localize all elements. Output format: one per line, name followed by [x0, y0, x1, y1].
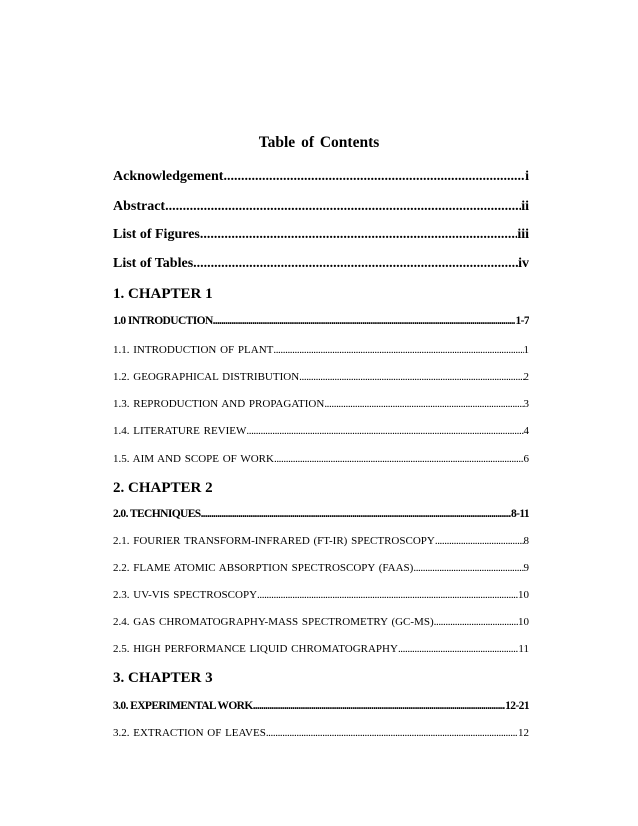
leader-dots — [324, 398, 523, 410]
toc-item[interactable] — [113, 453, 529, 465]
toc-entry-abstract[interactable] — [113, 199, 529, 215]
toc-item[interactable] — [113, 616, 529, 628]
toc-entry-label: 1.3. REPRODUCTION AND PROPAGATION — [113, 398, 325, 410]
toc-item[interactable] — [113, 344, 529, 356]
toc-entry-label: 2.4. GAS CHROMATOGRAPHY-MASS SPECTROMETRY (GC-MS) — [113, 616, 434, 628]
toc-entry-label: 1.2. GEOGRAPHICAL DISTRIBUTION — [113, 371, 300, 383]
toc-entry-list-of-figures[interactable] — [113, 227, 529, 243]
toc-entry-page: i — [525, 169, 529, 184]
toc-entry-page: iii — [517, 227, 529, 242]
toc-entry-label: 2.5. HIGH PERFORMANCE LIQUID CHROMATOGRAPHY — [113, 643, 398, 655]
toc-entry-list-of-tables[interactable] — [113, 256, 529, 272]
chapter-heading-text: 2. CHAPTER 2 — [113, 480, 213, 496]
toc-item[interactable] — [113, 398, 529, 410]
chapter-heading — [113, 286, 529, 303]
toc-entry-page: 1-7 — [515, 315, 529, 327]
chapter-heading-text: 3. CHAPTER 3 — [113, 670, 213, 686]
toc-entry-label: 1.4. LITERATURE REVIEW — [113, 425, 247, 437]
toc-entry-page: 11 — [518, 643, 529, 655]
toc-entry-label: 1.5. AIM AND SCOPE OF WORK — [113, 453, 274, 465]
chapter-heading — [113, 480, 529, 497]
toc-entry-page: 8-11 — [510, 508, 529, 520]
toc-entry-label: 3.0. EXPERIMENTAL WORK — [113, 700, 253, 712]
toc-entry-label: List of Tables — [113, 256, 194, 271]
toc-entry-label: 3.2. EXTRACTION OF LEAVES — [113, 727, 266, 739]
toc-entry-label: 2.0. TECHNIQUES — [113, 508, 201, 520]
toc-entry-page: 8 — [523, 535, 529, 547]
toc-entry-acknowledgement[interactable] — [113, 169, 529, 185]
leader-dots — [200, 227, 517, 243]
leader-dots — [165, 199, 521, 215]
toc-entry-label: Abstract — [113, 199, 166, 214]
toc-item[interactable] — [113, 643, 529, 655]
toc-entry-label: 2.3. UV-VIS SPECTROSCOPY — [113, 589, 258, 601]
toc-entry-page: 1 — [523, 344, 529, 356]
toc-entry-page: iv — [518, 256, 529, 271]
leader-dots — [246, 425, 523, 437]
leader-dots — [273, 344, 523, 356]
toc-section[interactable] — [113, 315, 529, 327]
leader-dots — [274, 453, 524, 465]
toc-entry-page: 3 — [523, 398, 529, 410]
leader-dots — [223, 169, 525, 185]
leader-dots — [193, 256, 518, 272]
leader-dots — [253, 700, 505, 712]
toc-entry-label: Acknowledgement — [113, 169, 224, 184]
toc-entry-label: 2.2. FLAME ATOMIC ABSORPTION SPECTROSCOPY (FAAS) — [113, 562, 414, 574]
toc-item[interactable] — [113, 727, 529, 739]
leader-dots — [299, 371, 523, 383]
toc-entry-label: 1.0 INTRODUCTION — [113, 315, 213, 327]
page-title: Table of Contents — [258, 134, 380, 151]
leader-dots — [398, 643, 518, 655]
toc-entry-page: 10 — [518, 616, 529, 628]
toc-entry-label: List of Figures — [113, 227, 200, 242]
toc-section[interactable] — [113, 508, 529, 520]
toc-entry-page: 2 — [523, 371, 529, 383]
toc-entry-page: ii — [521, 199, 529, 214]
toc-entry-label: 1.1. INTRODUCTION OF PLANT — [113, 344, 274, 356]
chapter-heading-text: 1. CHAPTER 1 — [113, 286, 213, 302]
leader-dots — [434, 616, 518, 628]
leader-dots — [213, 315, 516, 327]
toc-item[interactable] — [113, 589, 529, 601]
toc-item[interactable] — [113, 425, 529, 437]
toc-item[interactable] — [113, 371, 529, 383]
toc-entry-page: 6 — [523, 453, 529, 465]
toc-entry-page: 12 — [518, 727, 529, 739]
leader-dots — [435, 535, 524, 547]
toc-item[interactable] — [113, 535, 529, 547]
toc-entry-page: 9 — [523, 562, 529, 574]
chapter-heading — [113, 670, 529, 687]
leader-dots — [257, 589, 518, 601]
toc-entry-page: 10 — [518, 589, 529, 601]
toc-item[interactable] — [113, 562, 529, 574]
toc-entry-label: 2.1. FOURIER TRANSFORM-INFRARED (FT-IR) SPECTROSCOPY — [113, 535, 435, 547]
toc-entry-page: 4 — [523, 425, 529, 437]
toc-section[interactable] — [113, 700, 529, 712]
toc-entry-page: 12-21 — [505, 700, 529, 712]
leader-dots — [266, 727, 518, 739]
leader-dots — [413, 562, 523, 574]
leader-dots — [201, 508, 511, 520]
